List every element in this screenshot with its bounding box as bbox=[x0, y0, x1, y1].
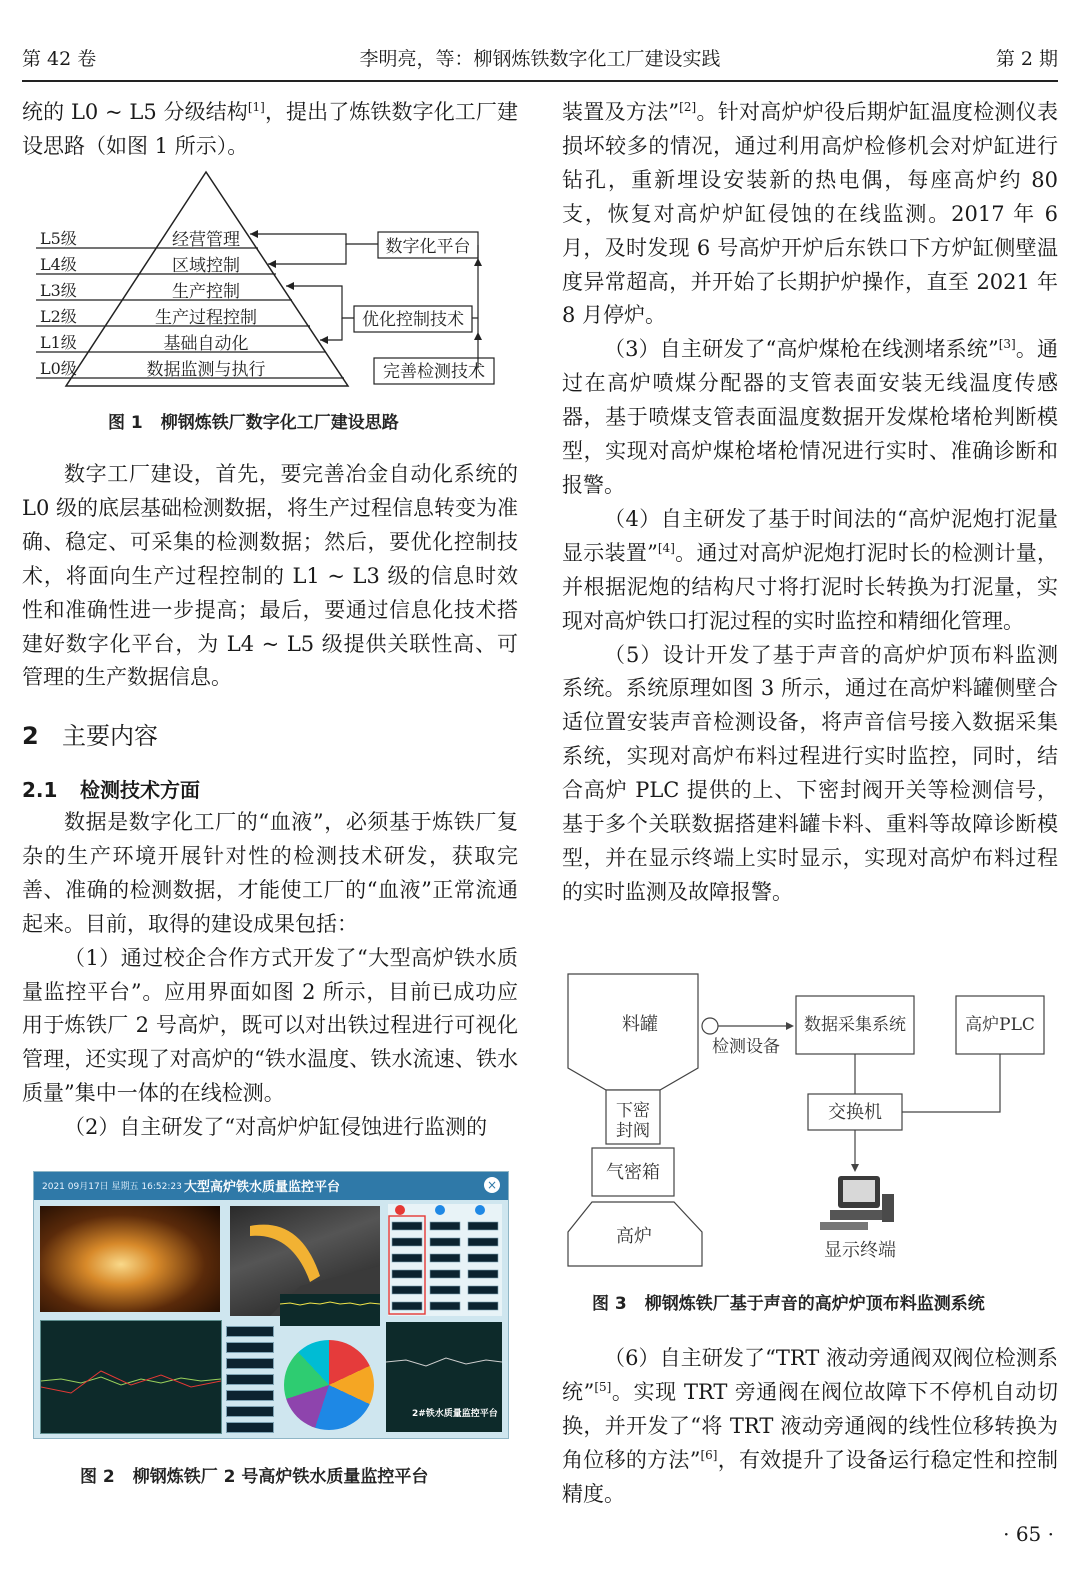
screen-time: 2021 09月17日 星期五 16:52:23 bbox=[42, 1182, 182, 1192]
level-label: L1级 bbox=[40, 333, 77, 352]
header-issue: 第 2 期 bbox=[995, 48, 1058, 70]
paragraph: （6）自主研发了“TRT 液动旁通阀双阀位检测系统”[5]。实现 TRT 旁通阀在阀位故障下不停机自动切换，并开发了“将 TRT 液动旁通阀的线性位移转换为角位移的方法”[6]，有效提升了设备运行稳定性和控制精度。 bbox=[562, 1346, 1058, 1506]
reference: [3] bbox=[998, 337, 1016, 352]
platform-label: 2#铁水质量监控平台 bbox=[412, 1409, 498, 1419]
status-dot-blue bbox=[475, 1205, 485, 1215]
box-optimization: 优化控制技术 bbox=[362, 310, 464, 330]
daq-label: 数据采集系统 bbox=[804, 1015, 906, 1035]
figure-2-screenshot bbox=[33, 1171, 509, 1439]
status-dot-blue bbox=[435, 1205, 445, 1215]
taphole-indicators bbox=[388, 1204, 502, 1316]
paragraph: （2）自主研发了“对高炉炉缸侵蚀进行监测的 bbox=[64, 1115, 488, 1140]
left-column-body bbox=[22, 458, 518, 695]
level-label: L5级 bbox=[40, 229, 77, 248]
screen-title: 大型高炉铁水质量监控平台 bbox=[184, 1180, 341, 1195]
caption-number: 图 1 bbox=[108, 413, 143, 433]
reference: [6] bbox=[700, 1447, 718, 1462]
level-label: L3级 bbox=[40, 281, 77, 300]
layer-label: 数据监测与执行 bbox=[146, 360, 266, 380]
taphole-data-table bbox=[388, 1204, 502, 1316]
reference: [1] bbox=[247, 100, 265, 114]
tank-label: 料罐 bbox=[622, 1014, 658, 1035]
header-rule bbox=[22, 80, 1058, 82]
box-digital-platform: 数字化平台 bbox=[385, 237, 471, 257]
reference: [2] bbox=[679, 100, 697, 114]
paragraph: 装置及方法”[2]。针对高炉炉役后期炉缸温度检测仪表损坏较多的情况，通过利用高炉检修机会对炉缸进行钻孔，重新埋设安装新的热电偶，每座高炉约 80 支，恢复对高炉炉缸侵蚀的在线监测。2017 年 6 月，及时发现 6 号高炉开炉后东铁口下方炉缸侧壁温度异常超高，并开始了长期护炉操作，直至 2021 年 8 月停炉。 bbox=[562, 100, 1058, 328]
reference: [5] bbox=[594, 1379, 612, 1394]
status-dot-red bbox=[395, 1205, 405, 1215]
valve-label-2: 封阀 bbox=[616, 1121, 650, 1141]
paragraph: （3）自主研发了“高炉煤枪在线测堵系统”[3]。通过在高炉喷煤分配器的支管表面安装无线温度传感器，基于喷煤支管表面温度数据开发煤枪堵枪判断模型，实现对高炉煤枪堵枪情况进行实时、准确诊断和报警。 bbox=[562, 337, 1058, 497]
layer-label: 生产过程控制 bbox=[155, 308, 257, 328]
paragraph: （4）自主研发了基于时间法的“高炉泥炮打泥量显示装置”[4]。通过对高炉泥炮打泥时长的检测计量，并根据泥炮的结构尺寸将打泥时长转换为打泥量，实现对高炉铁口打泥过程的实时监控和精细化管理。 bbox=[562, 506, 1058, 633]
page-number: · 65 · bbox=[1003, 1522, 1054, 1546]
switch-label: 交换机 bbox=[828, 1102, 882, 1123]
caption-number: 图 3 bbox=[592, 1294, 627, 1314]
plc-label: 高炉PLC bbox=[965, 1015, 1035, 1035]
running-header bbox=[22, 36, 1058, 76]
right-column-body bbox=[562, 96, 1058, 910]
section-title: 主要内容 bbox=[62, 722, 158, 750]
side-value-list bbox=[226, 1324, 274, 1432]
section-title: 检测技术方面 bbox=[80, 778, 200, 802]
layer-label: 区域控制 bbox=[172, 256, 240, 276]
left-column-detection bbox=[22, 806, 518, 1145]
header-title: 李明亮，等：柳钢炼铁数字化工厂建设实践 bbox=[359, 48, 721, 70]
right-column-trt bbox=[562, 1342, 1058, 1512]
paragraph: 统的 L0 ~ L5 分级结构[1]，提出了炼铁数字化工厂建设思路（如图 1 所示）。 bbox=[22, 100, 518, 158]
mini-trend-panel bbox=[280, 1294, 380, 1326]
close-icon: × bbox=[484, 1177, 500, 1193]
paragraph: 数字工厂建设，首先，要完善冶金自动化系统的 L0 级的底层基础检测数据，将生产过程信息转变为准确、稳定、可采集的检测数据；然后，要优化控制技术，将面向生产过程控制的 L1 ~ L3 级的信息时效性和准确性进一步提高；最后，要通过信息化技术搭建好数字化平台，为 L4 ~ L5 级提供关联性高、可管理的生产数据信息。 bbox=[22, 462, 518, 690]
level-label: L4级 bbox=[40, 255, 77, 274]
paragraph: （1）通过校企合作方式开发了“大型高炉铁水质量监控平台”。应用界面如图 2 所示，目前已成功应用于炼铁厂 2 号高炉，既可以对出铁过程进行可视化管理，还实现了对高炉的“铁水温度、铁水流速、铁水质量”集中一体的在线检测。 bbox=[22, 945, 518, 1106]
layer-label: 生产控制 bbox=[172, 282, 240, 302]
section-number: 2 bbox=[22, 722, 39, 750]
layer-label: 基础自动化 bbox=[163, 334, 249, 354]
section-heading-2-1 bbox=[22, 774, 200, 803]
caption-text: 柳钢炼铁厂基于声音的高炉炉顶布料监测系统 bbox=[644, 1294, 985, 1314]
quality-pie-chart bbox=[284, 1340, 374, 1430]
level-label: L0级 bbox=[40, 359, 77, 378]
figure-1-pyramid bbox=[30, 168, 500, 390]
temperature-trend-panel bbox=[40, 1320, 222, 1434]
tapping-video-panel bbox=[40, 1206, 220, 1312]
left-column-intro bbox=[22, 96, 518, 164]
section-heading-2 bbox=[22, 716, 158, 751]
figure-2-caption bbox=[80, 1462, 428, 1487]
valve-label-1: 下密 bbox=[616, 1101, 650, 1121]
caption-text: 柳钢炼铁厂数字化工厂建设思路 bbox=[160, 413, 399, 433]
sound-sensor-icon bbox=[702, 1018, 718, 1034]
header-volume: 第 42 卷 bbox=[22, 48, 97, 70]
layer-label: 经营管理 bbox=[172, 230, 240, 250]
paragraph: 数据是数字化工厂的“血液”，必须基于炼铁厂复杂的生产环境开展针对性的检测技术研发，获取完善、准确的检测数据，才能使工厂的“血液”正常流通起来。目前，取得的建设成果包括： bbox=[22, 810, 518, 936]
figure-3-caption bbox=[592, 1289, 985, 1314]
box-detection: 完善检测技术 bbox=[383, 362, 485, 382]
paragraph: （5）设计开发了基于声音的高炉炉顶布料监测系统。系统原理如图 3 所示，通过在高炉料罐侧壁合适位置安装声音检测设备，将声音信号接入数据采集系统，实现对高炉布料过程进行实时监控，同时，结合高炉 PLC 提供的上、下密封阀开关等检测信号，基于多个关联数据搭建料罐卡料、重料等故障诊断模型，并在显示终端上实时显示，实现对高炉布料过程的实时监测及故障报警。 bbox=[562, 642, 1058, 904]
sensor-label: 检测设备 bbox=[712, 1037, 780, 1057]
caption-text: 柳钢炼铁厂 2 号高炉铁水质量监控平台 bbox=[132, 1467, 429, 1487]
computer-icon bbox=[820, 1176, 894, 1230]
figure-1-caption bbox=[108, 408, 399, 433]
section-number: 2.1 bbox=[22, 778, 58, 802]
screen-title-bar bbox=[34, 1172, 508, 1200]
reference: [4] bbox=[657, 540, 675, 555]
terminal-label: 显示终端 bbox=[824, 1240, 896, 1261]
level-label: L2级 bbox=[40, 307, 77, 326]
airbox-label: 气密箱 bbox=[606, 1162, 660, 1183]
furnace-label: 高炉 bbox=[616, 1226, 652, 1247]
caption-number: 图 2 bbox=[80, 1467, 115, 1487]
figure-3-diagram bbox=[564, 968, 1050, 1272]
